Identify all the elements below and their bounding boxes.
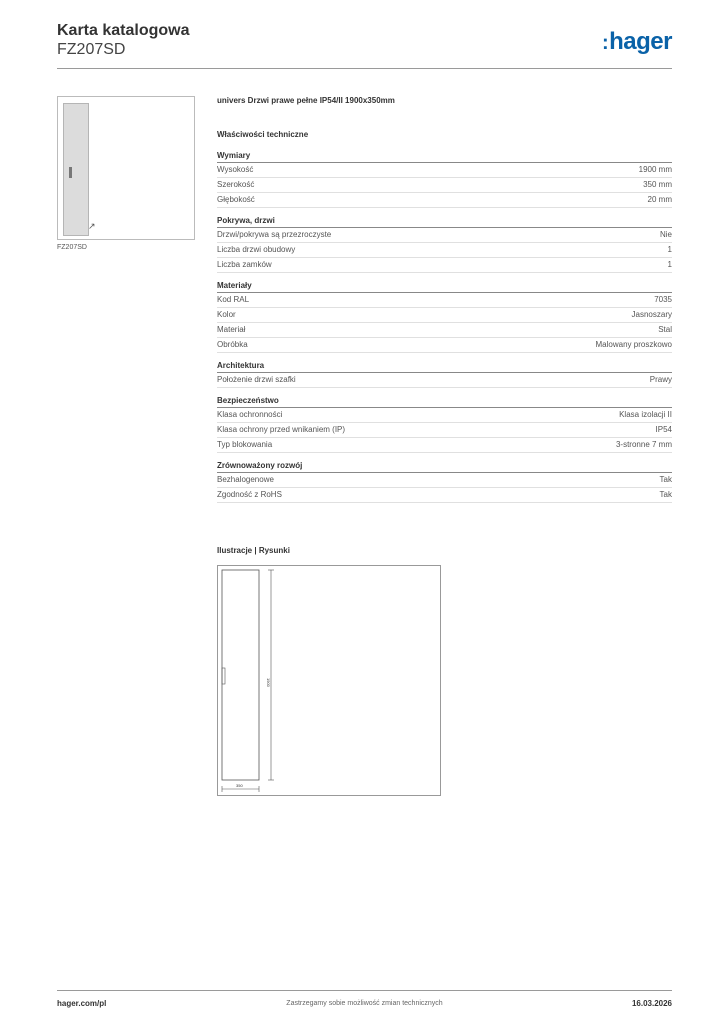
spec-value: 20 mm: [647, 195, 672, 204]
spec-group: [217, 280, 672, 353]
spec-row: [217, 423, 672, 438]
spec-label: Typ blokowania: [217, 440, 273, 449]
hager-logo: [602, 28, 672, 56]
height-dimension-label: 1900: [266, 678, 271, 687]
spec-label: Drzwi/pokrywa są przezroczyste: [217, 230, 332, 239]
spec-value: IP54: [655, 425, 672, 434]
spec-row: [217, 243, 672, 258]
spec-label: Klasa ochrony przed wnikaniem (IP): [217, 425, 346, 434]
spec-row: [217, 258, 672, 273]
spec-groups: [217, 150, 672, 503]
footer-disclaimer: Zastrzegamy sobie możliwość zmian technicznych: [286, 1000, 443, 1007]
product-code: FZ207SD: [57, 41, 126, 58]
spec-row: [217, 228, 672, 243]
spec-group: [217, 395, 672, 453]
spec-label: Liczba drzwi obudowy: [217, 245, 296, 254]
spec-label: Zgodność z RoHS: [217, 490, 282, 499]
spec-value: Tak: [659, 490, 672, 499]
thumbnail-caption: FZ207SD: [57, 244, 87, 251]
spec-label: Wysokość: [217, 165, 254, 174]
spec-heading: Właściwości techniczne: [217, 130, 309, 139]
spec-group: [217, 215, 672, 273]
spec-row: [217, 193, 672, 208]
spec-group-title: Wymiary: [217, 150, 672, 163]
spec-group-title: Materiały: [217, 280, 672, 293]
spec-row: [217, 338, 672, 353]
footer-website: hager.com/pl: [57, 999, 107, 1008]
door-image: [63, 103, 89, 236]
spec-row: [217, 293, 672, 308]
product-title: univers Drzwi prawe pełne IP54/II 1900x350mm: [217, 96, 395, 105]
spec-label: Kod RAL: [217, 295, 250, 304]
spec-value: Nie: [659, 230, 672, 239]
spec-value: Klasa izolacji II: [619, 410, 672, 419]
spec-row: [217, 178, 672, 193]
spec-row: [217, 488, 672, 503]
width-dimension-label: 350: [236, 783, 243, 788]
spec-value: Jasnoszary: [631, 310, 672, 319]
technical-drawing-svg: [218, 566, 440, 795]
spec-group-title: Zrównoważony rozwój: [217, 460, 672, 473]
spec-value: Tak: [659, 475, 672, 484]
spec-label: Klasa ochronności: [217, 410, 283, 419]
illustrations-title: Ilustracje | Rysunki: [217, 546, 290, 555]
spec-group-title: Pokrywa, drzwi: [217, 215, 672, 228]
spec-label: Kolor: [217, 310, 236, 319]
spec-group-title: Architektura: [217, 360, 672, 373]
spec-group: [217, 360, 672, 388]
spec-content: [217, 96, 672, 510]
spec-row: [217, 308, 672, 323]
spec-row: [217, 373, 672, 388]
spec-value: 1900 mm: [638, 165, 672, 174]
door-handle: [69, 167, 72, 178]
spec-label: Obróbka: [217, 340, 248, 349]
spec-value: 7035: [654, 295, 672, 304]
spec-value: Stal: [658, 325, 672, 334]
technical-drawing: [217, 565, 441, 796]
page-footer: [57, 990, 672, 1021]
page-header: [57, 22, 672, 69]
spec-value: Prawy: [649, 375, 672, 384]
arrow-icon: ↗: [88, 221, 96, 231]
drawing-handle: [222, 668, 225, 684]
spec-group: [217, 150, 672, 208]
spec-value: 1: [667, 245, 672, 254]
spec-row: [217, 438, 672, 453]
spec-group: [217, 460, 672, 503]
spec-value: 1: [667, 260, 672, 269]
footer-date: 16.03.2026: [631, 999, 672, 1008]
spec-label: Położenie drzwi szafki: [217, 375, 296, 384]
spec-group-title: Bezpieczeństwo: [217, 395, 672, 408]
spec-value: 3-stronne 7 mm: [615, 440, 672, 449]
spec-label: Bezhalogenowe: [217, 475, 274, 484]
spec-label: Materiał: [217, 325, 246, 334]
spec-label: Liczba zamków: [217, 260, 272, 269]
spec-label: Głębokość: [217, 195, 255, 204]
spec-row: [217, 323, 672, 338]
document-title: Karta katalogowa: [57, 22, 190, 39]
spec-row: [217, 408, 672, 423]
spec-row: [217, 163, 672, 178]
door-outline: [222, 570, 259, 780]
spec-value: 350 mm: [643, 180, 672, 189]
spec-label: Szerokość: [217, 180, 255, 189]
spec-row: [217, 473, 672, 488]
logo-dots-icon: :: [601, 32, 609, 54]
product-thumbnail: [57, 96, 195, 240]
spec-value: Malowany proszkowo: [595, 340, 672, 349]
logo-text: hager: [609, 28, 672, 55]
